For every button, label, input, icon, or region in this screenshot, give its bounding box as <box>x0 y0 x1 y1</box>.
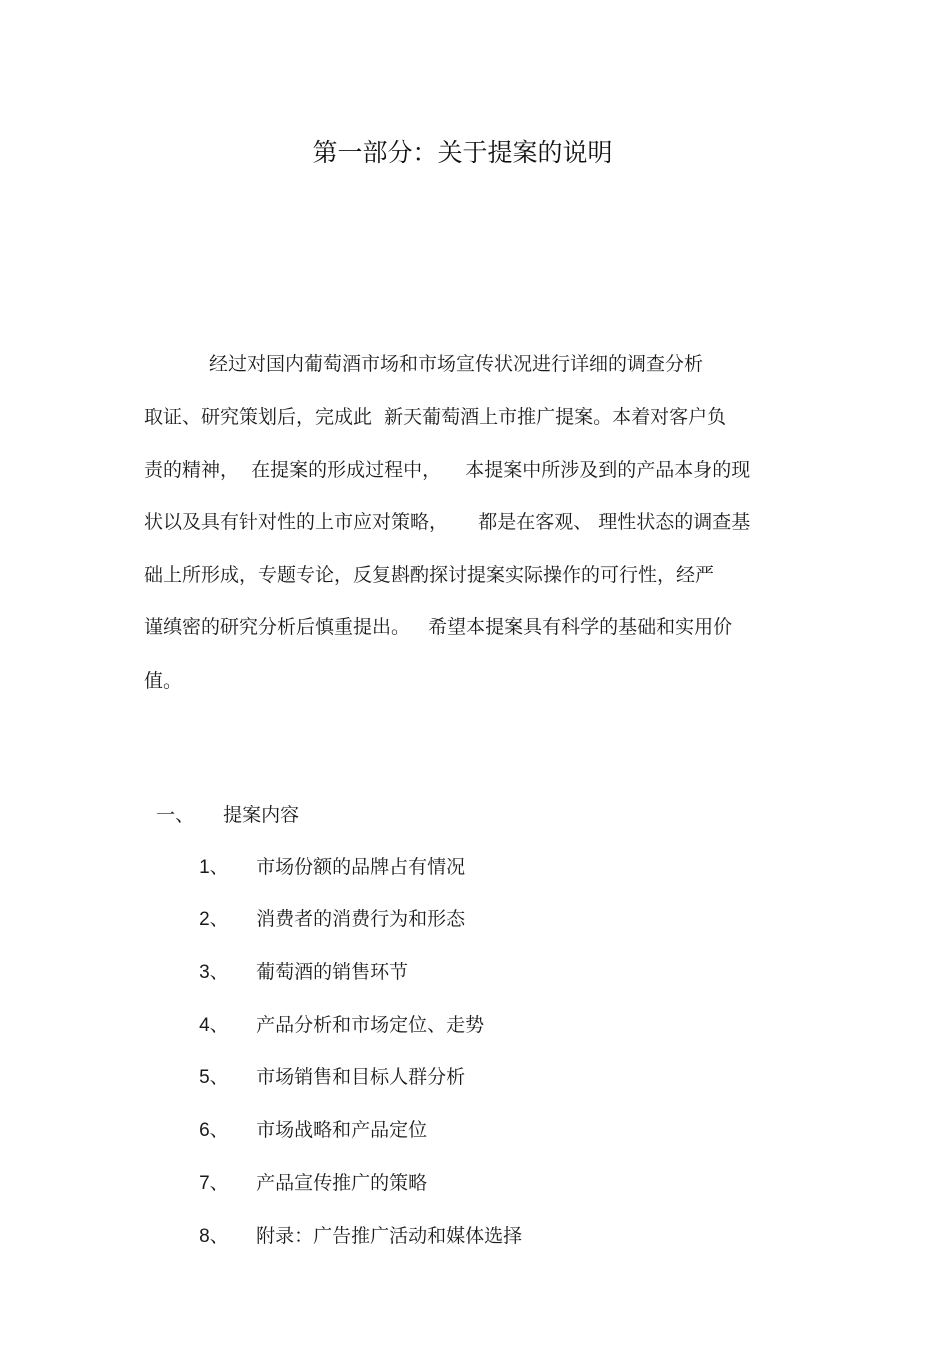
list-item <box>187 1035 465 1092</box>
list-item-number: 7、 <box>199 1172 229 1194</box>
intro-line: 责的精神， 在提案的形成过程中， 本提案中所涉及到的产品本身的现 <box>144 459 751 481</box>
intro-line: 值。 <box>144 670 183 692</box>
list-item-text: 市场份额的品牌占有情况 <box>256 856 466 878</box>
list-item-text: 消费者的消费行为和形态 <box>256 908 466 930</box>
list-item-text: 产品宣传推广的策略 <box>256 1172 428 1194</box>
list-item <box>187 1194 522 1251</box>
list-item <box>187 1088 427 1145</box>
intro-line: 取证、研究策划后，完成此 新天葡萄酒上市推广提案。本着对客户负 <box>144 406 727 428</box>
section-number: 一、 <box>156 804 195 826</box>
intro-line: 础上所形成，专题专论，反复斟酌探讨提案实际操作的可行性，经严 <box>144 564 715 586</box>
list-item <box>187 1141 427 1198</box>
list-item <box>187 825 465 882</box>
list-item-number: 6、 <box>199 1119 229 1141</box>
list-item-number: 1、 <box>199 856 229 878</box>
list-item-text: 市场战略和产品定位 <box>256 1119 428 1141</box>
section-heading <box>144 773 299 829</box>
list-item-text: 市场销售和目标人群分析 <box>256 1066 466 1088</box>
page-title: 第一部分：关于提案的说明 <box>312 138 613 167</box>
list-item-number: 2、 <box>199 908 229 930</box>
intro-line: 状以及具有针对性的上市应对策略， 都是在客观、 理性状态的调查基 <box>144 511 751 533</box>
intro-line: 经过对国内葡萄酒市场和市场宣传状况进行详细的调查分析 <box>209 353 704 375</box>
section-title: 提案内容 <box>223 804 300 826</box>
list-item <box>187 877 465 934</box>
list-item <box>187 930 408 987</box>
list-item-number: 5、 <box>199 1066 229 1088</box>
list-item-number: 4、 <box>199 1014 229 1036</box>
list-item-number: 3、 <box>199 961 229 983</box>
list-item-text: 产品分析和市场定位、走势 <box>256 1014 485 1036</box>
list-item-text: 葡萄酒的销售环节 <box>256 961 409 983</box>
list-item-text: 附录：广告推广活动和媒体选择 <box>256 1225 523 1247</box>
list-item <box>187 983 484 1040</box>
list-item-number: 8、 <box>199 1225 229 1247</box>
intro-line: 谨缜密的研究分析后慎重提出。 希望本提案具有科学的基础和实用价 <box>144 616 733 638</box>
